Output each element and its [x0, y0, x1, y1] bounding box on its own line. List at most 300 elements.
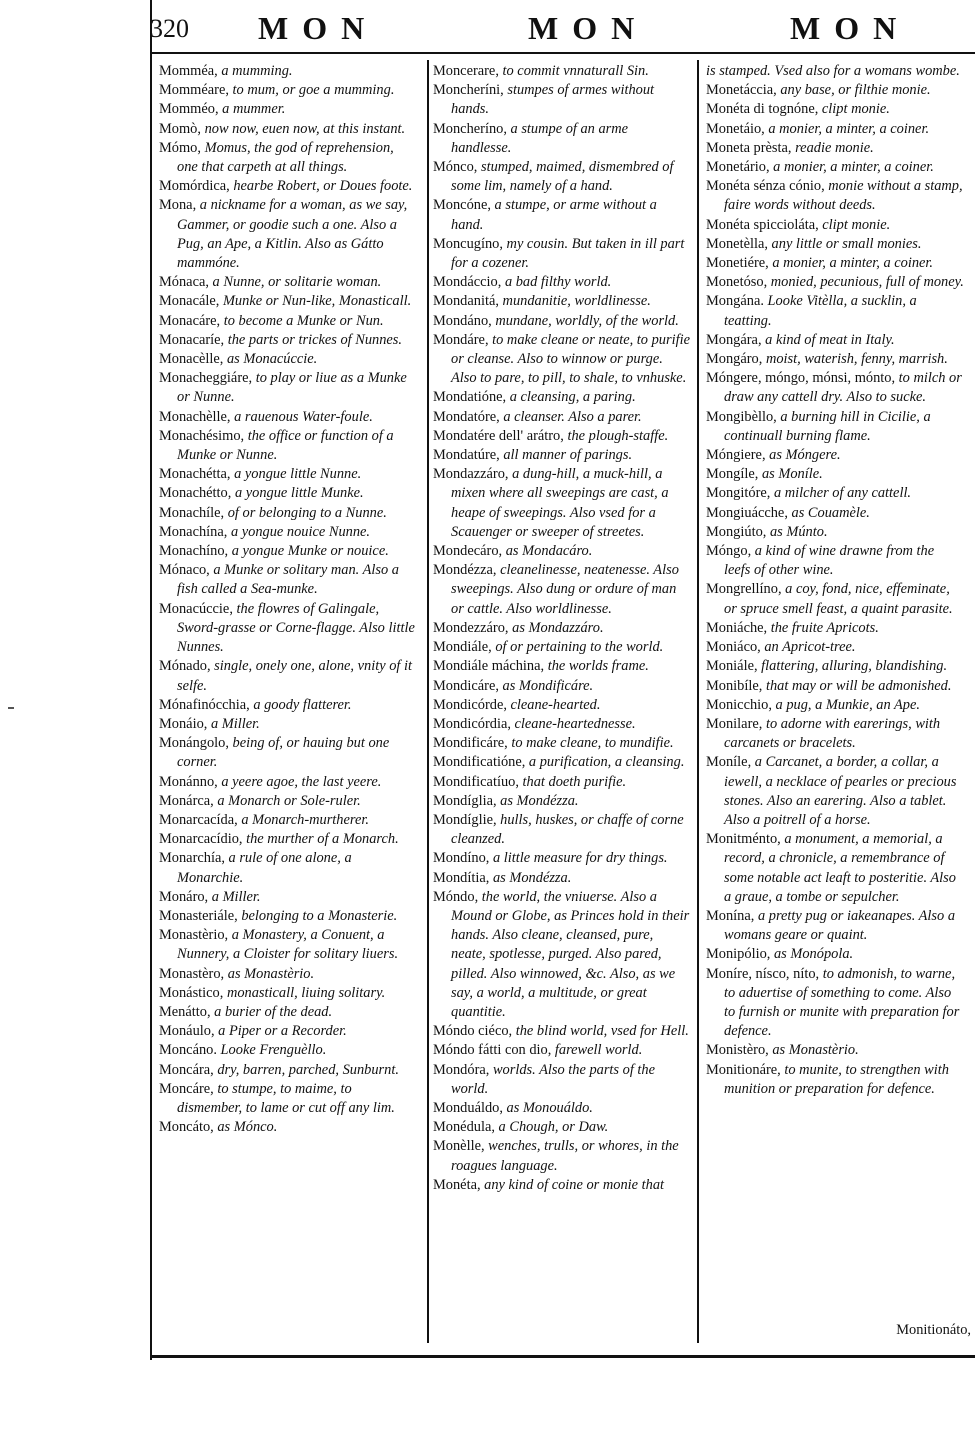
dictionary-entry — [433, 446, 691, 465]
entry-headword: Monachésimo, — [159, 427, 245, 444]
dictionary-entry — [159, 715, 417, 734]
entry-definition: is stamped. Vsed also for a womans wombe. — [706, 63, 960, 79]
dictionary-entry — [706, 638, 964, 657]
entry-headword: Monetáccia, — [706, 82, 777, 99]
entry-definition: as Monópola. — [770, 946, 854, 963]
dictionary-entry — [433, 792, 691, 811]
entry-definition: as Mondézza. — [496, 792, 579, 809]
entry-headword: Mondazzáro, — [433, 466, 509, 483]
dictionary-entry — [159, 273, 417, 292]
entry-headword: Moncáre, — [159, 1080, 214, 1097]
dictionary-entry — [159, 542, 417, 561]
entry-headword: Monéta, — [433, 1176, 481, 1193]
column-rule-1 — [427, 60, 429, 1343]
dictionary-entry — [433, 1041, 691, 1060]
left-border-rule — [150, 0, 152, 1360]
entry-definition: a dung-hill, a muck-hill, a mixen where all sweepings are cast, a heape of sweepings. Also vsed for a Scauenger or sweeper of streetes. — [451, 466, 669, 540]
entry-headword: Mondóra, — [433, 1061, 490, 1078]
entry-headword: Monachétto, — [159, 485, 232, 502]
dictionary-entry — [433, 1176, 691, 1195]
dictionary-entry — [706, 331, 964, 350]
entry-definition: single, onely one, alone, vnity of it selfe. — [177, 658, 412, 694]
entry-definition: a burning hill in Cicilie, a continuall burning flame. — [724, 408, 931, 444]
entry-definition: a rule of one alone, a Monarchie. — [177, 850, 352, 886]
entry-headword: Monastèrio, — [159, 927, 229, 944]
entry-headword: Moncugíno, — [433, 235, 503, 252]
entry-headword: Monáro, — [159, 888, 209, 905]
dictionary-entry — [706, 830, 964, 907]
dictionary-entry — [433, 1099, 691, 1118]
entry-definition: as Couamèle. — [787, 504, 870, 521]
dictionary-entry — [433, 62, 691, 81]
entry-definition: Momus, the god of reprehension, one that carpeth at all things. — [177, 139, 394, 176]
entry-headword: Monastèro, — [159, 965, 225, 982]
entry-headword: Mónado, — [159, 658, 211, 675]
entry-headword: Monacáre, — [159, 312, 221, 329]
entry-definition: a yongue little Nunne. — [230, 466, 362, 483]
dictionary-entry — [433, 465, 691, 542]
entry-definition: a monier, a minter, a coiner. — [769, 159, 934, 176]
entry-headword: Moneta prèsta, — [706, 139, 792, 156]
entry-definition: an Apricot-tree. — [760, 639, 856, 656]
entry-definition: as Mónco. — [213, 1119, 278, 1136]
entry-headword: Móngere, móngo, mónsi, mónto, — [706, 370, 896, 387]
dictionary-entry — [159, 100, 417, 119]
entry-headword: Mondiále máchina, — [433, 658, 545, 675]
entry-headword: Moncerare, — [433, 63, 499, 79]
entry-headword: Mongiuácche, — [706, 504, 788, 521]
entry-headword: Momméo, — [159, 101, 219, 118]
dictionary-entry — [706, 100, 964, 119]
dictionary-entry — [159, 1080, 417, 1118]
entry-definition: flattering, alluring, blandishing. — [757, 658, 948, 675]
entry-definition: Looke Vitèlla, a sucklin, a teatting. — [724, 293, 917, 329]
entry-definition: that may or will be admonished. — [762, 677, 952, 694]
dictionary-entry — [159, 792, 417, 811]
entry-headword: Móngiere, — [706, 447, 766, 464]
entry-headword: Mondatóre, — [433, 408, 500, 425]
entry-headword: Mondificáre, — [433, 735, 508, 752]
dictionary-entry — [433, 677, 691, 696]
entry-headword: Momméare, — [159, 82, 229, 99]
entry-headword: Mónaco, — [159, 562, 210, 579]
entry-definition: as Mondificáre. — [498, 677, 594, 694]
entry-headword: Mongrellíno, — [706, 581, 782, 598]
entry-definition: stumpes of armes without hands. — [451, 82, 655, 118]
entry-definition: clipt monie. — [818, 101, 890, 118]
entry-definition: as Monacúccie. — [223, 351, 318, 368]
entry-definition: belonging to a Monasterie. — [237, 907, 398, 924]
entry-headword: Mona, — [159, 197, 197, 214]
column-2 — [433, 62, 691, 1195]
entry-headword: Mondezzáro, — [433, 619, 509, 636]
entry-definition: to commit vnnaturall Sin. — [498, 63, 649, 79]
entry-definition: a pug, a Munkie, an Ape. — [771, 696, 920, 713]
entry-headword: Mondáno, — [433, 312, 492, 329]
header-rule — [150, 52, 975, 54]
entry-definition: a yeere agoe, the last yeere. — [217, 773, 382, 790]
dictionary-entry — [159, 600, 417, 658]
dictionary-entry — [433, 273, 691, 292]
entry-definition: farewell world. — [551, 1042, 643, 1059]
entry-headword: Moníre, nísco, níto, — [706, 965, 820, 982]
entry-definition: a purification, a cleansing. — [525, 754, 685, 771]
dictionary-entry — [433, 619, 691, 638]
entry-definition: a yongue little Munke. — [231, 485, 364, 502]
dictionary-entry — [159, 926, 417, 964]
entry-headword: Mónco, — [433, 159, 478, 176]
dictionary-entry — [706, 753, 964, 830]
footer-rule — [150, 1355, 975, 1358]
dictionary-entry — [706, 715, 964, 753]
entry-definition: cleane-hearted. — [506, 696, 601, 713]
entry-definition: to play or liue as a Munke or Nunne. — [177, 370, 407, 406]
entry-definition: the blind world, vsed for Hell. — [512, 1023, 689, 1040]
entry-definition: a bad filthy world. — [501, 274, 612, 291]
dictionary-entry — [159, 773, 417, 792]
entry-definition: the world, the vniuerse. Also a Mound or Globe, as Princes hold in their hands. Also cleane, cleansed, pure, neate, spotlesse, purged. Also pared, pilled. Also winnowed, &c. Also, as we say, a world, a multitude, or great quantitie. — [451, 888, 690, 1020]
entry-headword: Moniáco, — [706, 639, 761, 656]
dictionary-entry — [159, 504, 417, 523]
entry-headword: Mongíle, — [706, 466, 759, 483]
dictionary-entry — [159, 984, 417, 1003]
entry-definition: a Miller. — [207, 715, 260, 732]
dictionary-entry — [433, 1061, 691, 1099]
entry-headword: Momórdica, — [159, 178, 230, 195]
entry-headword: Monarcacídio, — [159, 831, 243, 848]
entry-headword: Monasteriále, — [159, 907, 238, 924]
dictionary-entry — [706, 465, 964, 484]
entry-headword: Monéta di tognóne, — [706, 101, 819, 118]
entry-definition: to munite, to strengthen with munition or preparation for defence. — [724, 1061, 949, 1097]
dictionary-entry — [706, 657, 964, 676]
dictionary-entry — [706, 965, 964, 1042]
entry-definition: a stumpe, or arme without a hand. — [451, 197, 657, 233]
entry-definition: the fruite Apricots. — [767, 619, 879, 636]
entry-definition: a Miller. — [208, 888, 261, 905]
entry-definition: a rauenous Water-foule. — [230, 408, 373, 425]
entry-definition: any base, or filthie monie. — [776, 82, 931, 99]
entry-definition: monie without a stamp, faire words without deeds. — [724, 178, 963, 214]
entry-headword: Móndo ciéco, — [433, 1023, 513, 1040]
entry-definition: a pretty pug or iakeanapes. Also a womans geare or quaint. — [724, 907, 956, 944]
entry-headword: Mondézza, — [433, 562, 497, 579]
dictionary-entry — [706, 235, 964, 254]
entry-headword: Mondíno, — [433, 850, 490, 867]
dictionary-entry — [433, 638, 691, 657]
dictionary-entry — [159, 1041, 417, 1060]
dictionary-entry — [433, 312, 691, 331]
entry-definition: a monier, a minter, a coiner. — [764, 120, 930, 137]
dictionary-entry — [433, 292, 691, 311]
entry-definition: a Nunne, or solitarie woman. — [208, 274, 382, 291]
dictionary-entry — [433, 1022, 691, 1041]
entry-definition: the plough-staffe. — [563, 427, 669, 444]
dictionary-entry — [159, 465, 417, 484]
entry-definition: any little or small monies. — [767, 235, 922, 252]
entry-definition: monasticall, liuing solitary. — [223, 984, 386, 1001]
dictionary-entry — [706, 292, 964, 330]
entry-headword: Moncheríni, — [433, 82, 504, 99]
dictionary-entry — [706, 139, 964, 158]
entry-definition: worlds. Also the parts of the world. — [451, 1061, 655, 1097]
running-headword-right: MON — [790, 10, 911, 46]
entry-headword: Monibíle, — [706, 677, 763, 694]
dictionary-entry — [433, 773, 691, 792]
entry-headword: Moncóne, — [433, 197, 491, 214]
dictionary-entry — [159, 196, 417, 273]
dictionary-entry — [433, 753, 691, 772]
entry-definition: as Monastèrio. — [768, 1042, 859, 1059]
entry-headword: Monitionáre, — [706, 1061, 781, 1078]
entry-definition: a Monarch or Sole-ruler. — [213, 792, 361, 809]
entry-headword: Monína, — [706, 907, 755, 924]
entry-definition: to make cleane, to mundifie. — [507, 735, 674, 752]
dictionary-entry — [433, 331, 691, 389]
dictionary-entry — [706, 369, 964, 407]
dictionary-entry — [433, 408, 691, 427]
dictionary-entry — [159, 696, 417, 715]
entry-definition: a kind of wine drawne from the leefs of other wine. — [724, 543, 935, 579]
entry-definition: to mum, or goe a mumming. — [228, 82, 395, 99]
entry-headword: Monacèlle, — [159, 351, 224, 368]
entry-headword: Mondáccio, — [433, 274, 502, 291]
dictionary-entry — [159, 408, 417, 427]
dictionary-entry — [706, 273, 964, 292]
entry-definition: a yongue Munke or nouice. — [228, 543, 389, 560]
dictionary-entry — [433, 427, 691, 446]
dictionary-entry — [159, 1003, 417, 1022]
entry-headword: Monéta spiccioláta, — [706, 216, 819, 233]
entry-headword: Monitménto, — [706, 831, 781, 848]
entry-definition: as Mondézza. — [489, 869, 572, 886]
entry-definition: to milch or draw any cattell dry. Also to sucke. — [724, 370, 962, 406]
entry-definition: a Munke or solitary man. Also a fish called a Sea-munke. — [177, 562, 399, 598]
entry-headword: Mónafinócchia, — [159, 696, 250, 713]
dictionary-entry — [159, 120, 417, 139]
dictionary-entry — [159, 657, 417, 695]
entry-headword: Mondificatíuo, — [433, 773, 519, 790]
entry-headword: Monetèlla, — [706, 235, 768, 252]
column-rule-2 — [697, 60, 699, 1343]
dictionary-entry — [706, 696, 964, 715]
entry-headword: Monachíle, — [159, 504, 225, 521]
dictionary-entry — [159, 484, 417, 503]
dictionary-entry — [706, 907, 964, 945]
dictionary-entry — [706, 542, 964, 580]
entry-definition: a goody flatterer. — [249, 696, 352, 713]
entry-definition: to adorne with earerings, with carcanets or bracelets. — [724, 715, 941, 752]
entry-definition: a milcher of any cattell. — [770, 485, 912, 502]
dictionary-entry — [706, 446, 964, 465]
entry-headword: Monarcacída, — [159, 811, 238, 828]
entry-definition: mundane, worldly, of the world. — [491, 312, 679, 329]
dictionary-entry — [706, 677, 964, 696]
dictionary-entry — [706, 216, 964, 235]
dictionary-entry — [159, 177, 417, 196]
dictionary-entry — [159, 1022, 417, 1041]
entry-definition: any kind of coine or monie that — [480, 1176, 665, 1193]
entry-definition: a Monarch-murtherer. — [237, 811, 369, 828]
entry-definition: monied, pecunious, full of money. — [767, 274, 964, 291]
dictionary-entry — [433, 715, 691, 734]
dictionary-entry — [706, 619, 964, 638]
page-number: 320 — [150, 14, 189, 43]
entry-definition: a coy, fond, nice, effeminate, or spruce smell feast, a quaint parasite. — [724, 581, 953, 617]
entry-definition: readie monie. — [791, 139, 874, 156]
entry-headword: Moncheríno, — [433, 120, 507, 137]
entry-definition: Looke Frenguèllo. — [216, 1042, 327, 1059]
entry-headword: Monduáldo, — [433, 1099, 503, 1116]
entry-definition: the office or function of a Munke or Nunne. — [177, 427, 394, 464]
entry-definition: hearbe Robert, or Doues foote. — [229, 178, 413, 195]
entry-definition: a Piper or a Recorder. — [214, 1023, 347, 1040]
entry-headword: Monetário, — [706, 159, 770, 176]
dictionary-entry — [706, 484, 964, 503]
dictionary-entry — [159, 350, 417, 369]
entry-definition: clipt monie. — [818, 216, 891, 233]
entry-definition: a cleanser. Also a parer. — [499, 408, 642, 425]
entry-headword: Mondíglie, — [433, 811, 497, 828]
entry-headword: Mongibèllo, — [706, 408, 777, 425]
catchword: Monitionáto, — [896, 1322, 971, 1338]
entry-headword: Monángolo, — [159, 735, 229, 752]
entry-headword: Monáio, — [159, 715, 208, 732]
dictionary-entry — [433, 811, 691, 849]
entry-definition: hulls, huskes, or chaffe of corne cleanzed. — [451, 811, 684, 848]
column-3 — [706, 62, 964, 1099]
dictionary-entry — [433, 542, 691, 561]
entry-headword: Monetóso, — [706, 274, 768, 291]
entry-headword: Mondicórde, — [433, 696, 507, 713]
dictionary-entry — [433, 734, 691, 753]
entry-headword: Mongáro, — [706, 351, 763, 368]
entry-definition: to make cleane or neate, to purifie or cleanse. Also to winnow or purge. Also to pare, to pill, to shale, to vnhuske. — [451, 331, 690, 387]
entry-definition: of or belonging to a Nunne. — [224, 504, 387, 521]
entry-headword: Mondatére dell' arátro, — [433, 427, 564, 444]
entry-definition: Munke or Nun-like, Monasticall. — [219, 293, 412, 310]
entry-headword: Moníle, — [706, 754, 752, 771]
entry-headword: Monilare, — [706, 715, 763, 732]
dictionary-entry — [159, 369, 417, 407]
dictionary-entry — [706, 177, 964, 215]
entry-definition: as Mondazzáro. — [508, 619, 604, 636]
entry-headword: Monárca, — [159, 792, 214, 809]
entry-definition: a yongue nouice Nunne. — [227, 523, 371, 540]
entry-headword: Monistèro, — [706, 1042, 769, 1059]
entry-definition: being of, or hauing but one corner. — [177, 735, 390, 771]
entry-definition: as Monouáldo. — [502, 1099, 593, 1116]
dictionary-entry — [706, 504, 964, 523]
dictionary-entry — [159, 523, 417, 542]
dictionary-entry — [159, 734, 417, 772]
dictionary-entry — [159, 331, 417, 350]
dictionary-entry — [433, 1118, 691, 1137]
dictionary-entry — [433, 849, 691, 868]
entry-definition: wenches, trulls, or whores, in the roagues language. — [451, 1138, 679, 1174]
dictionary-entry — [433, 388, 691, 407]
entry-definition: as Móngere. — [765, 447, 841, 464]
entry-definition: cleane-heartednesse. — [510, 715, 636, 732]
dictionary-entry — [706, 81, 964, 100]
entry-definition: a kind of meat in Italy. — [761, 331, 895, 348]
entry-definition: the flowres of Galingale, Sword-grasse or Corne-flagge. Also little Nunnes. — [177, 600, 415, 656]
entry-headword: Moncára, — [159, 1061, 214, 1078]
entry-headword: Mongána. — [706, 293, 764, 310]
entry-headword: Móndo fátti con dio, — [433, 1042, 552, 1059]
dictionary-entry — [706, 254, 964, 273]
entry-definition: that doeth purifie. — [518, 773, 627, 790]
dictionary-entry — [159, 81, 417, 100]
entry-headword: Mondáre, — [433, 331, 489, 348]
entry-definition: a nickname for a woman, as we say, Gammer, or goodie such a one. Also a Pug, an Ape, a Kitlin. Also as Gátto mammóne. — [177, 197, 408, 272]
entry-definition: a monier, a minter, a coiner. — [768, 255, 934, 272]
entry-headword: Monéta sénza cónio, — [706, 178, 825, 195]
entry-headword: Mongára, — [706, 331, 762, 348]
entry-headword: Mondificatióne, — [433, 754, 526, 771]
entry-definition: a burier of the dead. — [210, 1003, 333, 1020]
entry-definition: as Múnto. — [766, 523, 828, 540]
entry-headword: Monacúccie, — [159, 600, 233, 617]
dictionary-entry — [706, 523, 964, 542]
entry-definition: to admonish, to warne, to aduertise of something to come. Also to furnish or munite with preparation for defence. — [724, 965, 960, 1040]
entry-definition: as Monastèrio. — [224, 965, 315, 982]
entry-definition: to become a Munke or Nun. — [220, 312, 384, 329]
entry-definition: stumped, maimed, dismembred of some lim, namely of a hand. — [451, 159, 674, 195]
entry-definition: the murther of a Monarch. — [242, 831, 399, 848]
dictionary-entry — [706, 945, 964, 964]
entry-headword: Monetiére, — [706, 255, 769, 272]
dictionary-entry — [433, 657, 691, 676]
dictionary-entry — [433, 235, 691, 273]
entry-headword: Monacále, — [159, 293, 220, 310]
entry-definition: a mummer. — [218, 101, 286, 118]
entry-definition: a stumpe of an arme handlesse. — [451, 120, 629, 156]
dictionary-entry — [433, 696, 691, 715]
dictionary-entry — [433, 158, 691, 196]
dictionary-entry — [159, 849, 417, 887]
dictionary-entry — [433, 1137, 691, 1175]
entry-definition: a Monastery, a Conuent, a Nunnery, a Cloister for solitary liuers. — [177, 927, 399, 963]
entry-headword: Mómo, — [159, 139, 201, 156]
entry-headword: Monèlle, — [433, 1138, 485, 1155]
running-header — [150, 8, 975, 50]
entry-definition: all manner of parings. — [499, 447, 633, 464]
dictionary-entry — [706, 158, 964, 177]
dictionary-entry — [706, 1041, 964, 1060]
dictionary-entry — [433, 81, 691, 119]
entry-definition: a Chough, or Daw. — [494, 1119, 609, 1136]
dictionary-entry — [159, 292, 417, 311]
dictionary-entry — [159, 965, 417, 984]
dictionary-entry — [159, 830, 417, 849]
dictionary-entry — [159, 811, 417, 830]
entry-headword: Mónaca, — [159, 274, 209, 291]
entry-headword: Móngo, — [706, 543, 752, 560]
dictionary-entry — [159, 139, 417, 177]
entry-definition: as Mondacáro. — [502, 543, 593, 560]
entry-headword: Moniáche, — [706, 619, 768, 636]
dictionary-entry — [159, 907, 417, 926]
entry-headword: Monachèlle, — [159, 408, 231, 425]
dictionary-entry — [433, 120, 691, 158]
entry-headword: Mondicáre, — [433, 677, 499, 694]
entry-headword: Momméa, — [159, 63, 218, 79]
entry-headword: Monáulo, — [159, 1023, 215, 1040]
entry-definition: mundanitie, worldlinesse. — [498, 293, 651, 310]
dictionary-entry — [433, 888, 691, 1022]
dictionary-entry — [433, 869, 691, 888]
